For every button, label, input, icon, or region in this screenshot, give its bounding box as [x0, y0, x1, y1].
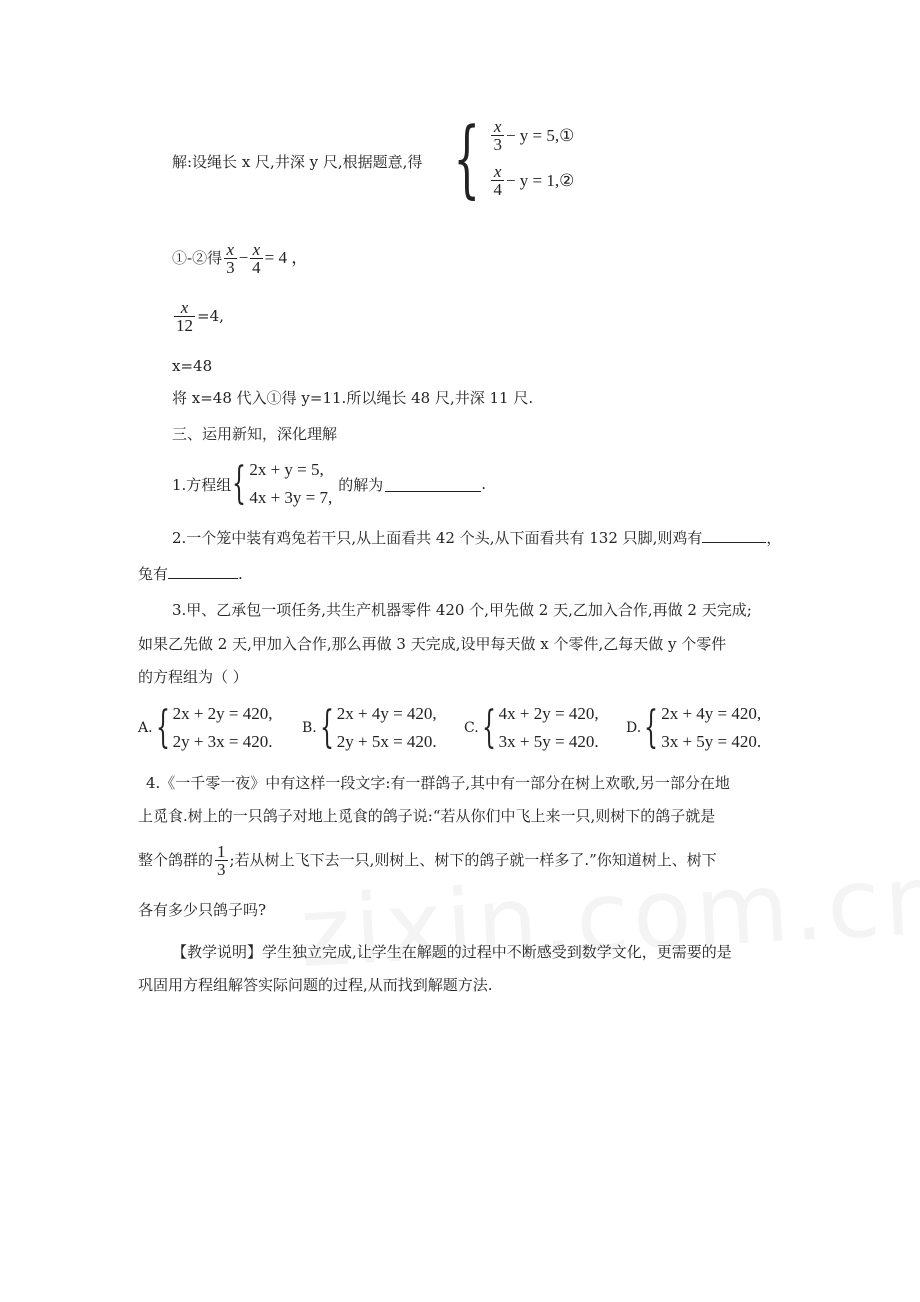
question-4-line1: 4.《一千零一夜》中有这样一段文字:有一群鸽子,其中有一部分在树上欢歌,另一部分在地	[146, 774, 730, 792]
section-heading: 三、运用新知，深化理解	[172, 425, 338, 443]
solution-eq1: $\frac{x}{3}$ − y = 5,①	[493, 117, 575, 154]
answer-blank[interactable]	[385, 477, 481, 492]
question-3-line2: 如果乙先做 2 天,甲加入合作,那么再做 3 天完成,设甲每天做 x 个零件,乙每天做 y 个零件	[138, 635, 727, 653]
left-brace: {	[481, 702, 496, 753]
subtraction-step: ①-②得 $\frac{x}{3}$ − $\frac{x}{4}$ = 4 ，	[172, 239, 309, 277]
question-4-line4: 各有多少只鸽子吗?	[138, 901, 267, 919]
step-conclusion: 将 x=48 代入①得 y=11.所以绳长 48 尺,井深 11 尺.	[172, 389, 534, 407]
teaching-note-line1: 【教学说明】学生独立完成,让学生在解题的过程中不断感受到数学文化，更需要的是	[172, 943, 732, 961]
question-2-line2: 兔有 .	[138, 565, 243, 583]
question-1: 1.方程组 { 2x + y = 5, 4x + 3y = 7, 的解为 .	[172, 458, 487, 509]
question-4-line2: 上觅食.树上的一只鸽子对地上觅食的鸽子说:“若从你们中飞上来一只,则树下的鸽子就是	[138, 807, 716, 825]
solution-lead: 解:设绳长 x 尺,井深 y 尺,根据题意,得	[172, 153, 423, 171]
left-brace: {	[232, 458, 247, 509]
option-a[interactable]: A. { 2x + 2y = 420, 2y + 3x = 420.	[138, 702, 273, 753]
teaching-note-line2: 巩固用方程组解答实际问题的过程,从而找到解题方法.	[138, 976, 493, 994]
left-brace: {	[155, 702, 170, 753]
step-x-over-12: $\frac{x}{12}$ =4,	[176, 297, 224, 335]
solution-eq2: $\frac{x}{4}$ − y = 1,②	[493, 162, 575, 199]
option-d[interactable]: D. { 2x + 4y = 420, 3x + 5y = 420.	[626, 702, 762, 753]
question-3-line1: 3.甲、乙承包一项任务,共生产机器零件 420 个,甲先做 2 天,乙加入合作,再做 2 天完成;	[172, 601, 752, 619]
answer-blank-chickens[interactable]	[702, 528, 766, 543]
question-2-line1: 2.一个笼中装有鸡兔若干只,从上面看共 42 个头,从下面看共有 132 只脚,则鸡有 ，	[172, 529, 782, 547]
question-3-line3: 的方程组为（ ）	[138, 668, 248, 686]
answer-blank-rabbits[interactable]	[168, 564, 238, 579]
option-b[interactable]: B. { 2x + 4y = 420, 2y + 5x = 420.	[302, 702, 437, 753]
left-brace: {	[644, 702, 659, 753]
left-brace: {	[319, 702, 334, 753]
step-x-value: x=48	[172, 357, 213, 375]
left-brace: {	[453, 109, 481, 207]
solution-system	[446, 109, 575, 207]
question-4-line3: 整个鸽群的 $\frac{1}{3}$ ;若从树上飞下去一只,则树上、树下的鸽子就一样多了.”你知道树上、树下	[138, 841, 717, 879]
option-c[interactable]: C. { 4x + 2y = 420, 3x + 5y = 420.	[464, 702, 599, 753]
